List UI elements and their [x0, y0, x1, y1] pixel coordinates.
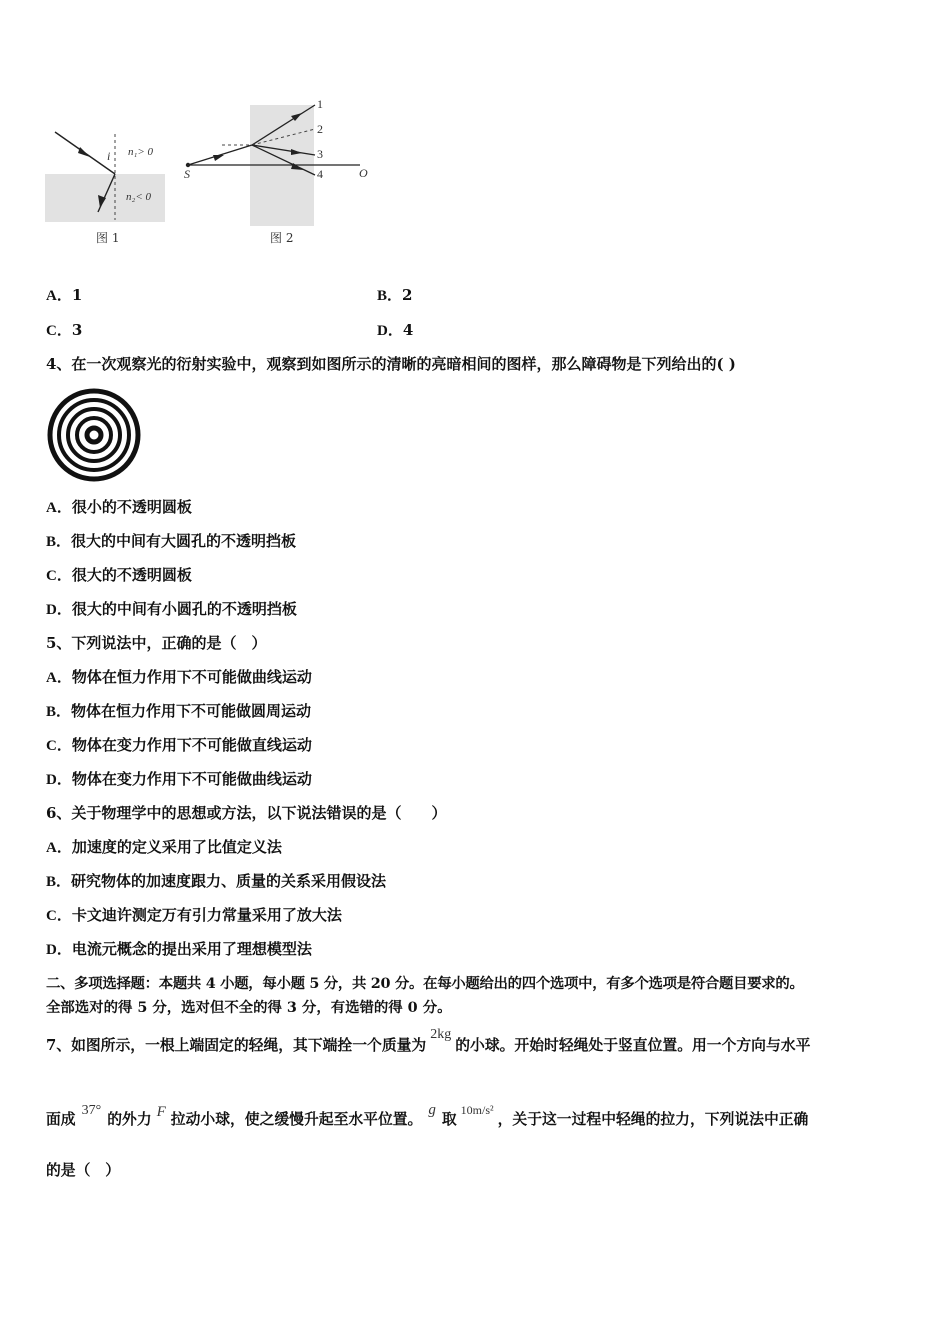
ray-label-1: 1 — [317, 97, 323, 111]
figure-2 — [180, 95, 380, 250]
q7-line-3: 的是（ ） — [46, 1162, 120, 1179]
option-text: 电流元概念的提出采用了理想模型法 — [71, 940, 312, 958]
option-letter: C． — [46, 568, 72, 584]
option-text: 物体在变力作用下不可能做直线运动 — [71, 736, 312, 754]
option-text: 物体在变力作用下不可能做曲线运动 — [71, 770, 312, 788]
axis-o-label: O — [359, 166, 368, 180]
option-letter: A． — [46, 840, 72, 856]
q3-option-a[interactable] — [46, 285, 82, 306]
option-letter: C． — [46, 738, 72, 754]
q5-option-d[interactable] — [46, 769, 312, 790]
option-text: 卡文迪许测定万有引力常量采用了放大法 — [71, 906, 342, 924]
option-text: 物体在恒力作用下不可能做曲线运动 — [71, 668, 312, 686]
option-text: 2 — [402, 286, 413, 304]
q5-option-a[interactable] — [46, 667, 312, 688]
figure-2-caption: 图 2 — [270, 231, 294, 245]
section-2-heading-line-1: 二、多项选择题：本题共 4 小题，每小题 5 分，共 20 分。在每小题给出的四个选项中，有多个选项是符合题目要求的。 — [46, 975, 804, 992]
option-text: 很大的不透明圆板 — [71, 566, 192, 584]
option-letter: A． — [46, 670, 72, 686]
q7-text-part3: 面成 — [46, 1111, 76, 1128]
source-ray-arrow — [213, 155, 224, 161]
option-letter: C． — [46, 908, 72, 924]
q7-text-part4: 的外力 — [107, 1111, 152, 1128]
diffraction-pattern-image — [47, 388, 141, 482]
figure-1-caption: 图 1 — [96, 231, 120, 245]
q7-angle: 37° — [81, 1103, 102, 1118]
option-text: 加速度的定义采用了比值定义法 — [71, 838, 282, 856]
q7-g: g — [428, 1102, 436, 1118]
q7-force: F — [156, 1104, 166, 1120]
option-text: 1 — [71, 286, 83, 304]
q5-option-c[interactable] — [46, 735, 312, 756]
q7-text-part7: ，关于这一过程中轻绳的拉力，下列说法中正确 — [497, 1111, 809, 1128]
option-text: 很小的不透明圆板 — [71, 498, 192, 516]
option-text: 物体在恒力作用下不可能做圆周运动 — [71, 702, 312, 720]
option-text: 4 — [402, 321, 414, 339]
q3-option-d[interactable] — [377, 320, 413, 341]
option-letter: B． — [377, 288, 403, 304]
q4-option-c[interactable] — [46, 565, 192, 586]
option-letter: D． — [46, 942, 72, 958]
option-letter: B． — [46, 534, 72, 550]
option-letter: D． — [46, 602, 72, 618]
q7-text-part1: 7、如图所示，一根上端固定的轻绳，其下端拴一个质量为 — [46, 1037, 427, 1054]
option-letter: D． — [377, 323, 403, 339]
q4-option-b[interactable] — [46, 531, 296, 552]
q6-option-d[interactable] — [46, 939, 312, 960]
option-letter: A． — [46, 288, 72, 304]
option-letter: D． — [46, 772, 72, 788]
q3-option-b[interactable] — [377, 285, 412, 306]
q6-option-b[interactable] — [46, 871, 386, 892]
q4-option-d[interactable] — [46, 599, 297, 620]
option-text: 3 — [71, 321, 83, 339]
option-letter: B． — [46, 874, 72, 890]
q7-mass: 2kg — [430, 1027, 452, 1042]
option-text: 很大的中间有大圆孔的不透明挡板 — [71, 532, 297, 550]
q7-text-part5: 拉动小球，使之缓慢升起至水平位置。 — [170, 1111, 423, 1128]
n1-label: n₁> 0 — [128, 146, 153, 158]
q7-text-part6: 取 — [441, 1111, 457, 1128]
q7-line-2 — [46, 1102, 809, 1131]
q7-text-part2: 的小球。开始时轻绳处于竖直位置。用一个方向与水平 — [455, 1037, 811, 1054]
q7-line-1 — [46, 1027, 811, 1057]
source-label: S — [184, 167, 190, 181]
angle-label: i — [107, 149, 111, 163]
q4-stem: 4、在一次观察光的衍射实验中，观察到如图所示的清晰的亮暗相间的图样，那么障碍物是下列给出的( ) — [46, 355, 736, 373]
n2-label: n₂< 0 — [126, 191, 151, 203]
q6-option-c[interactable] — [46, 905, 342, 926]
q5-stem: 5、下列说法中，正确的是（ ） — [46, 634, 267, 652]
q3-option-c[interactable] — [46, 320, 82, 341]
option-letter: A． — [46, 500, 72, 516]
option-text: 很大的中间有小圆孔的不透明挡板 — [71, 600, 297, 618]
option-letter: B． — [46, 704, 72, 720]
q4-option-a[interactable] — [46, 497, 192, 518]
q5-option-b[interactable] — [46, 701, 311, 722]
option-text: 研究物体的加速度跟力、质量的关系采用假设法 — [71, 872, 387, 890]
ray-label-4: 4 — [317, 167, 323, 181]
incident-arrow — [78, 147, 90, 157]
option-letter: C． — [46, 323, 72, 339]
q6-option-a[interactable] — [46, 837, 282, 858]
ray-label-2: 2 — [317, 122, 323, 136]
figure-1 — [40, 120, 180, 250]
ray-label-3: 3 — [317, 147, 323, 161]
section-2-heading-line-2: 全部选对的得 5 分，选对但不全的得 3 分，有选错的得 0 分。 — [46, 999, 452, 1016]
q6-stem: 6、关于物理学中的思想或方法，以下说法错误的是（ ） — [46, 804, 447, 822]
q7-g-value: 10m/s² — [460, 1103, 494, 1117]
